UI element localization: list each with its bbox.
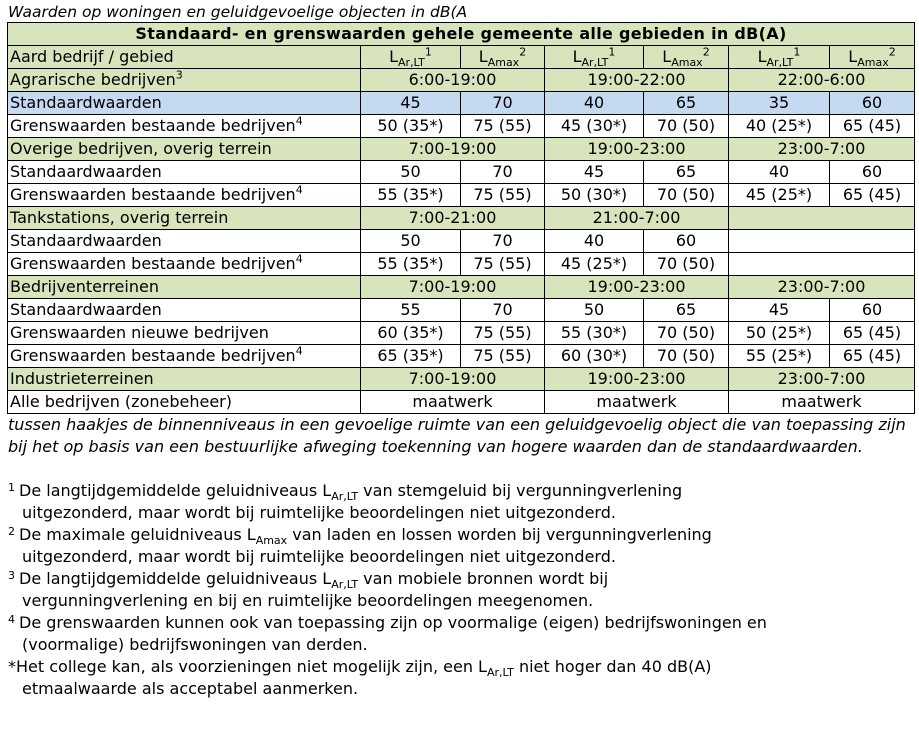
empty-cell: [729, 253, 915, 276]
period-cell: 7:00-19:00: [361, 138, 545, 161]
header-l-amax-3: $L_{Amax}^2$: [830, 46, 915, 69]
period-cell: 19:00-23:00: [545, 276, 729, 299]
table-title: Standaard- en grenswaarden gehele gemeente alle gebieden in dB(A): [8, 23, 915, 46]
table-row: [8, 161, 915, 184]
value-cell: 45 (25*): [729, 184, 830, 207]
value-cell: 55: [361, 299, 461, 322]
section-row-tank: [8, 207, 915, 230]
value-cell: 75 (55): [461, 184, 545, 207]
footnotes: [8, 480, 913, 700]
value-cell: 65: [644, 299, 729, 322]
row-label: Standaardwaarden: [8, 161, 361, 184]
header-l-ar-2: $L_{Ar,LT}^1$: [545, 46, 644, 69]
period-cell: 7:00-19:00: [361, 276, 545, 299]
value-cell: 70: [461, 230, 545, 253]
value-cell: 70 (50): [644, 322, 729, 345]
table-row: [8, 253, 915, 276]
value-cell: 65 (45): [830, 322, 915, 345]
table-row: [8, 184, 915, 207]
footnote-2: $^2$ De maximale geluidniveaus $L_{Amax}$ van laden en lossen worden bij vergunningverlening uitgezonderd, maar wordt bij ruimtelijke beoordelingen niet uitgezonderd.: [8, 525, 712, 566]
table-title-row: [8, 23, 915, 46]
empty-cell: [729, 230, 915, 253]
row-label: Grenswaarden nieuwe bedrijven: [8, 322, 361, 345]
value-cell: 65: [644, 92, 729, 115]
value-cell: 65 (45): [830, 184, 915, 207]
value-cell: 60 (30*): [545, 345, 644, 368]
value-cell: 65 (45): [830, 115, 915, 138]
section-row-agrarisch: [8, 69, 915, 92]
value-cell: 75 (55): [461, 345, 545, 368]
footnote-star: *Het college kan, als voorzieningen niet mogelijk zijn, een $L_{Ar,LT}$ niet hoger dan 40 dB(A) etmaalwaarde als acceptabel aanmerken.: [8, 657, 712, 698]
header-label: Aard bedrijf / gebied: [8, 46, 361, 69]
section-label: Overige bedrijven, overig terrein: [8, 138, 361, 161]
row-label: Alle bedrijven (zonebeheer): [8, 391, 361, 414]
row-label: Standaardwaarden: [8, 230, 361, 253]
row-label: Grenswaarden bestaande bedrijven$^4$: [8, 345, 361, 368]
value-cell: 70: [461, 161, 545, 184]
table-row: [8, 345, 915, 368]
table-row: [8, 391, 915, 414]
table-row: [8, 115, 915, 138]
value-cell: 60: [644, 230, 729, 253]
empty-cell: [729, 207, 915, 230]
period-cell: 19:00-23:00: [545, 368, 729, 391]
section-row-industrie: [8, 368, 915, 391]
footnote-1: $^1$ De langtijdgemiddelde geluidniveaus $L_{Ar,LT}$ van stemgeluid bij vergunningverlening uitgezonderd, maar wordt bij ruimtelijke beoordelingen niet uitgezonderd.: [8, 481, 683, 522]
row-label: Standaardwaarden: [8, 299, 361, 322]
value-cell: 50 (35*): [361, 115, 461, 138]
footnote-4: $^4$ De grenswaarden kunnen ook van toepassing zijn op voormalige (eigen) bedrijfswoningen en (voormalige) bedrijfswoningen van derden.: [8, 613, 767, 654]
value-cell: 70 (50): [644, 184, 729, 207]
value-cell: 65 (35*): [361, 345, 461, 368]
section-row-bedrijventerreinen: [8, 276, 915, 299]
section-label: Industrieterreinen: [8, 368, 361, 391]
header-row: [8, 46, 915, 69]
value-cell: 55 (30*): [545, 322, 644, 345]
value-cell: 40: [545, 92, 644, 115]
value-cell: 55 (35*): [361, 184, 461, 207]
header-l-amax-1: $L_{Amax}^2$: [461, 46, 545, 69]
table-row: [8, 230, 915, 253]
value-cell: maatwerk: [361, 391, 545, 414]
value-cell: 45 (25*): [545, 253, 644, 276]
value-cell: 55 (25*): [729, 345, 830, 368]
table-caption: Waarden op woningen en geluidgevoelige objecten in dB(A: [8, 3, 468, 21]
value-cell: 50: [361, 161, 461, 184]
row-label: Grenswaarden bestaande bedrijven$^4$: [8, 253, 361, 276]
value-cell: 70 (50): [644, 253, 729, 276]
period-cell: 6:00-19:00: [361, 69, 545, 92]
value-cell: 60: [830, 92, 915, 115]
value-cell: 35: [729, 92, 830, 115]
value-cell: 40: [729, 161, 830, 184]
value-cell: 75 (55): [461, 322, 545, 345]
section-row-overig: [8, 138, 915, 161]
value-cell: 40 (25*): [729, 115, 830, 138]
value-cell: 45: [729, 299, 830, 322]
table-row: [8, 299, 915, 322]
period-cell: 7:00-19:00: [361, 368, 545, 391]
period-cell: 23:00-7:00: [729, 138, 915, 161]
value-cell: 60: [830, 299, 915, 322]
section-label: Tankstations, overig terrein: [8, 207, 361, 230]
period-cell: 19:00-22:00: [545, 69, 729, 92]
value-cell: 65: [644, 161, 729, 184]
period-cell: 19:00-23:00: [545, 138, 729, 161]
header-l-amax-2: $L_{Amax}^2$: [644, 46, 729, 69]
value-cell: 45: [361, 92, 461, 115]
value-cell: 70 (50): [644, 115, 729, 138]
header-l-ar-1: $L_{Ar,LT}^1$: [361, 46, 461, 69]
value-cell: 70 (50): [644, 345, 729, 368]
section-label: Bedrijventerreinen: [8, 276, 361, 299]
row-label: Standaardwaarden: [8, 92, 361, 115]
value-cell: 70: [461, 92, 545, 115]
table-row: [8, 322, 915, 345]
value-cell: 40: [545, 230, 644, 253]
section-label: Agrarische bedrijven$^3$: [8, 69, 361, 92]
value-cell: 60 (35*): [361, 322, 461, 345]
footnote-3: $^3$ De langtijdgemiddelde geluidniveaus $L_{Ar,LT}$ van mobiele bronnen wordt bij vergunningverlening en bij en ruimtelijke beoordelingen meegenomen.: [8, 569, 609, 610]
table-row: [8, 92, 915, 115]
value-cell: 60: [830, 161, 915, 184]
value-cell: 50: [545, 299, 644, 322]
row-label: Grenswaarden bestaande bedrijven$^4$: [8, 115, 361, 138]
header-l-ar-3: $L_{Ar,LT}^1$: [729, 46, 830, 69]
value-cell: 75 (55): [461, 115, 545, 138]
value-cell: maatwerk: [729, 391, 915, 414]
period-cell: 7:00-21:00: [361, 207, 545, 230]
value-cell: 50 (25*): [729, 322, 830, 345]
value-cell: 45 (30*): [545, 115, 644, 138]
value-cell: 65 (45): [830, 345, 915, 368]
value-cell: 70: [461, 299, 545, 322]
notes: [8, 414, 913, 700]
period-cell: 23:00-7:00: [729, 368, 915, 391]
value-cell: 50 (30*): [545, 184, 644, 207]
value-cell: 50: [361, 230, 461, 253]
value-cell: 45: [545, 161, 644, 184]
period-cell: 23:00-7:00: [729, 276, 915, 299]
value-cell: 55 (35*): [361, 253, 461, 276]
value-cell: 75 (55): [461, 253, 545, 276]
period-cell: 21:00-7:00: [545, 207, 729, 230]
value-cell: maatwerk: [545, 391, 729, 414]
brackets-note: tussen haakjes de binnenniveaus in een gevoelige ruimte van een geluidgevoelig object die van toepassing zijn bij het op basis van een bestuurlijke afweging toekenning van hogere waarden dan de standaardwaarden.: [8, 415, 906, 456]
noise-limits-table: [7, 22, 915, 414]
row-label: Grenswaarden bestaande bedrijven$^4$: [8, 184, 361, 207]
period-cell: 22:00-6:00: [729, 69, 915, 92]
